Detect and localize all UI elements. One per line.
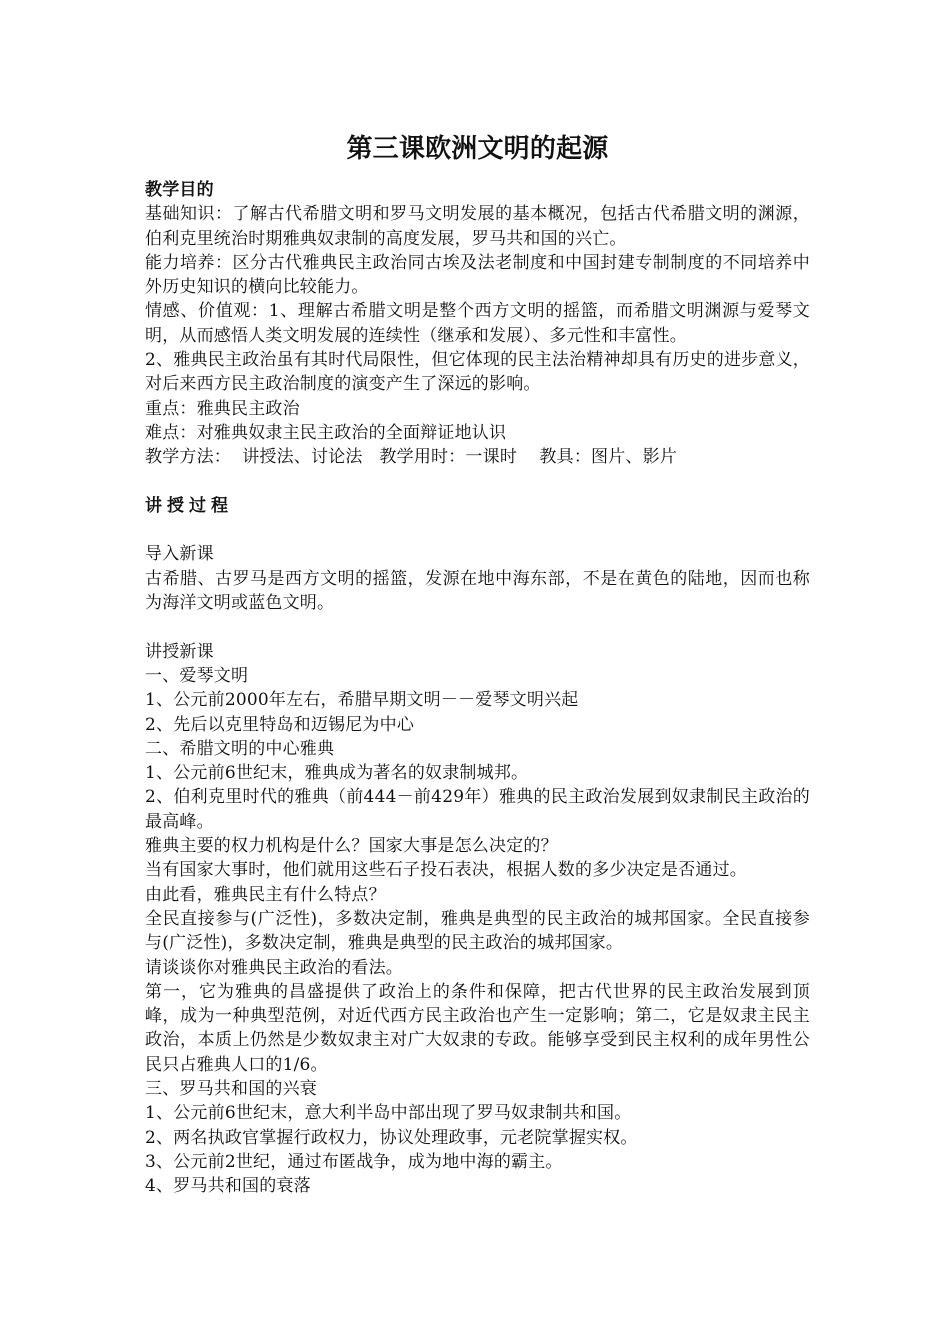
- document-body: [145, 130, 810, 1198]
- spacer: [145, 470, 810, 494]
- objective-values-1: 情感、价值观：1、理解古希腊文明是整个西方文明的摇篮，而希腊文明渊源与爱琴文明，从而感悟人类文明发展的连续性（继承和发展）、多元性和丰富性。: [145, 301, 810, 346]
- page-title: 第三课欧洲文明的起源: [346, 134, 609, 164]
- new-lesson-heading: 讲授新课: [145, 641, 214, 662]
- objective-ability: 能力培养：区分古代雅典民主政治同古埃及法老制度和中国封建专制制度的不同培养中外历史知识的横向比较能力。: [145, 252, 810, 298]
- lesson-line: 1、公元前6世纪末，雅典成为著名的奴隶制城邦。: [145, 763, 529, 784]
- lesson-line: 由此看，雅典民主有什么特点？: [145, 884, 386, 905]
- objective-knowledge: 基础知识：了解古代希腊文明和罗马文明发展的基本概况，包括古代希腊文明的渊源，伯利克里统治时期雅典奴隶制的高度发展，罗马共和国的兴亡。: [145, 204, 810, 249]
- lesson-line: 当有国家大事时，他们就用这些石子投石表决，根据人数的多少决定是否通过。: [145, 860, 747, 881]
- lesson-line: 雅典主要的权力机构是什么？国家大事是怎么决定的？: [145, 836, 558, 857]
- lesson-line: 二、希腊文明的中心雅典: [145, 738, 335, 759]
- intro-text: 古希腊、古罗马是西方文明的摇篮，发源在地中海东部，不是在黄色的陆地，因而也称为海洋文明或蓝色文明。: [145, 568, 810, 614]
- lesson-line: 2、两名执政官掌握行政权力，协议处理政事，元老院掌握实权。: [145, 1127, 638, 1148]
- lesson-line: 1、公元前2000年左右，希腊早期文明－－爱琴文明兴起: [145, 690, 579, 711]
- difficulty: 难点：对雅典奴隶主民主政治的全面辩证地认识: [145, 422, 507, 443]
- lesson-line: 全民直接参与(广泛性)，多数决定制，雅典是典型的民主政治的城邦国家。全民直接参与(广泛性)，多数决定制，雅典是典型的民主政治的城邦国家。: [145, 908, 810, 954]
- objectives-heading: 教学目的: [145, 180, 214, 200]
- lesson-line: 第一，它为雅典的昌盛提供了政治上的条件和保障，把古代世界的民主政治发展到顶峰，成为一种典型范例，对近代西方民主政治也产生一定影响；第二，它是奴隶主民主政治，本质上仍然是少数奴隶主对广大奴隶的专政。能够享受到民主权利的成年男性公民只占雅典人口的1/6。: [145, 981, 810, 1075]
- lesson-line: 3、公元前2世纪，通过布匿战争，成为地中海的霸主。: [145, 1151, 563, 1172]
- lesson-line: 请谈谈你对雅典民主政治的看法。: [145, 957, 403, 978]
- key-point: 重点：雅典民主政治: [145, 398, 300, 419]
- teaching-methods: 教学方法： 讲授法、讨论法 教学用时：一课时 教具：图片、影片: [145, 447, 678, 468]
- spacer: [145, 615, 810, 639]
- intro-heading: 导入新课: [145, 544, 214, 565]
- lesson-line: 三、罗马共和国的兴衰: [145, 1078, 317, 1099]
- lesson-line: 一、爱琴文明: [145, 665, 249, 686]
- lesson-line: 2、伯利克里时代的雅典（前444－前429年）雅典的民主政治发展到奴隶制民主政治的最高峰。: [145, 787, 810, 832]
- process-heading: 讲授过程: [145, 495, 233, 516]
- objective-values-2: 2、雅典民主政治虽有其时代局限性，但它体现的民主法治精神却具有历史的进步意义，对后来西方民主政治制度的演变产生了深远的影响。: [145, 350, 810, 395]
- lesson-line: 2、先后以克里特岛和迈锡尼为中心: [145, 714, 415, 735]
- lesson-line: 1、公元前6世纪末，意大利半岛中部出现了罗马奴隶制共和国。: [145, 1103, 632, 1124]
- spacer: [145, 518, 810, 542]
- lesson-line: 4、罗马共和国的衰落: [145, 1176, 311, 1197]
